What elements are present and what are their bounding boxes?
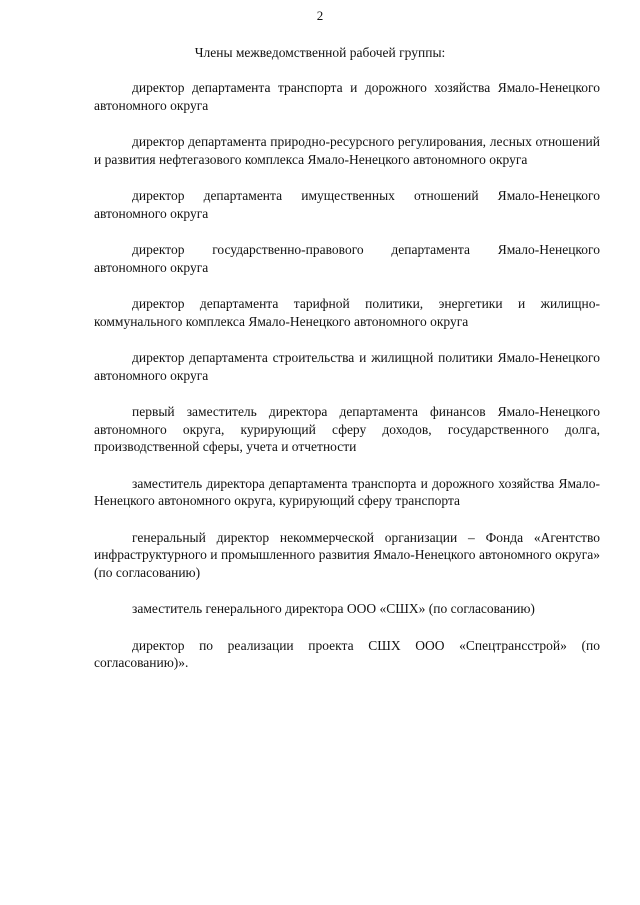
list-item: директор по реализации проекта СШХ ООО «Спецтрансстрой» (по согласованию)».	[94, 637, 600, 670]
list-item: директор департамента природно-ресурсного регулирования, лесных отношений и развития нефтегазового комплекса Ямало-Ненецкого автономного округа	[94, 134, 600, 167]
list-item: генеральный директор некоммерческой организации – Фонда «Агентство инфраструктурного и промышленного развития Ямало-Ненецкого автономного округа» (по согласованию)	[94, 529, 600, 580]
list-item: директор департамента тарифной политики, энергетики и жилищно-коммунального комплекса Ямало-Ненецкого автономного округа	[94, 296, 600, 329]
members-list	[94, 79, 600, 691]
list-item: директор департамента строительства и жилищной политики Ямало-Ненецкого автономного округа	[94, 350, 600, 383]
list-item: директор государственно-правового департамента Ямало-Ненецкого автономного округа	[94, 242, 600, 275]
list-item: первый заместитель директора департамента финансов Ямало-Ненецкого автономного округа, курирующий сферу доходов, государственного долга, производственной сферы, учета и отчетности	[94, 404, 600, 454]
page-number: 2	[316, 8, 324, 23]
section-heading: Члены межведомственной рабочей группы:	[194, 45, 446, 60]
list-item: директор департамента имущественных отношений Ямало-Ненецкого автономного округа	[94, 188, 600, 221]
list-item: директор департамента транспорта и дорожного хозяйства Ямало-Ненецкого автономного округа	[94, 80, 600, 113]
list-item: заместитель генерального директора ООО «СШХ» (по согласованию)	[132, 601, 535, 616]
list-item: заместитель директора департамента транспорта и дорожного хозяйства Ямало-Ненецкого автономного округа, курирующий сферу транспорта	[94, 475, 600, 508]
